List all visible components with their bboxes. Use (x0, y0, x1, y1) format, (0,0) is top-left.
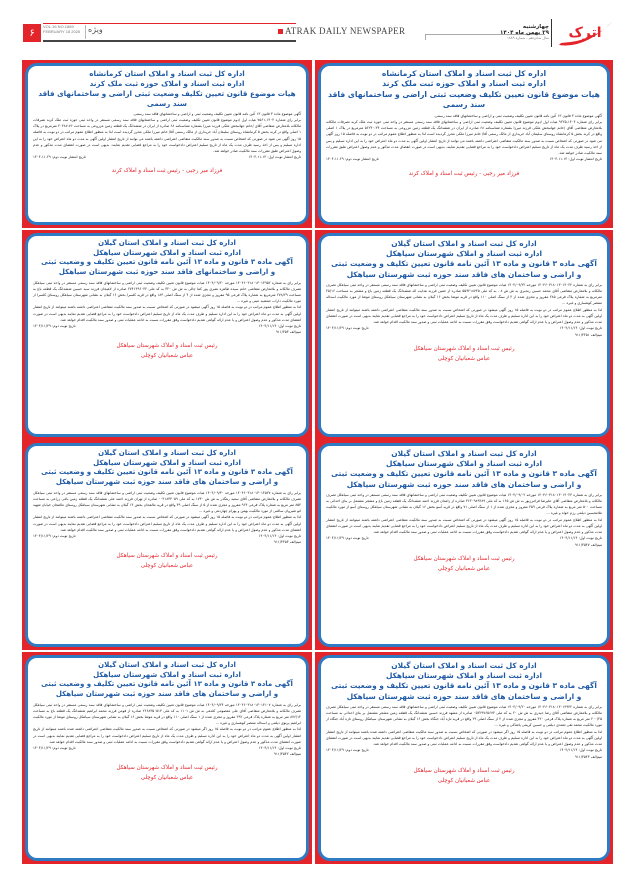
notice-paragraph: برابر رای به شماره ۱۴۰۴۶۰۳۱۸۰۱۳۰۱۴۵۲۷ مورخه ۱۴۰۴/۰۹/۳۰ هیات موضوع قانون تعیین تکلیف وضعیت ثبتی اراضی و ساختمانهای فاقد سند رسمی مستقر در واحد ثبتی سیاهکل تصرف مالکانه و بلامعارض متقاضی آقای سعید رهگذر به ش ش ۱۷۳۰ به کد ملی ۰۰۴۱۸۳۴۰۵۹ صادره از تهران فرزند احمد علی ششدانگ یک قطعه زمین باغی زراعی به مساحت ۸۵۴ متر مربع به شماره پلاک فرعی ۹۶۴ مفروز و مجزی شده از ۵ از سنگ اصلی ۴۹ واقع در قریه مالفجان بخش ۱۴ گیلان به نشانی شهرستان سیاهکل روستای مالفجان خیابان شهید اتو شیروان سالمی از مورد مالکیت بهمن و بهرام چهاردهی و غیره ... (33, 490, 301, 514)
notice-paragraph: لذا به منظور اطلاع عموم مراتب در دو نوبت به فاصله ۱۵ روز آگهی میشود در صورتی که اشخاص نسبت به صدور سند مالکیت متقاضی اعتراضی داشته باشند میتوانند از تاریخ انتشار اولین آگهی به مدت دو ماه اعتراض خود را به این اداره تسلیم و ظرف مدت یک ماه از تاریخ تسلیم اعتراض دادخواست خود را به مراجع قضایی تقدیم نمایند بدیهی است در صورت انقضای مدت مذکور و عدم وصول اعتراض و یا عدم ارائه گواهی تقدیم دادخواست وفق مقررات نسبت به ادامه عملیات ثبتی و صدور سند مالکیت اقدام خواهد شد. (326, 307, 603, 325)
notice-title-line: اداره ثبت اسناد و املاک حوزه ثبت ملک کرند (89, 78, 245, 88)
reference-number: م‍ی‍م‌ال‍ف ۹۱۱/۳۵۳ (275, 330, 301, 335)
notice-paragraph: لذا به منظور اطلاع عموم مراتب در دو نوبت به فاصله ۱۵ روز آگهی میشود در صورتی که اشخاص نسبت به صدور سند مالکیت متقاضی اعتراضی داشته باشند میتوانند از تاریخ انتشار اولین آگهی به مدت دو ماه اعتراض خود را به این اداره تسلیم و ظرف مدت یک ماه از تاریخ تسلیم اعتراض دادخواست خود را به مراجع قضایی تقدیم نمایند بدیهی است در صورت انقضای مدت مذکور و عدم وصول اعتراض و یا عدم ارائه گواهی تقدیم دادخواست وفق مقررات نسبت به ادامه عملیات ثبتی و صدور سند مالکیت اقدام خواهد شد. (33, 305, 301, 322)
notice-title-line: آگهی ماده ۳ قانون و ماده ۱۳ آئین نامه قانون تعیین تکلیف و وضعیت ثبتی (41, 468, 293, 477)
notice-title (33, 449, 301, 488)
notice-title-line: و اراضی و ساختمان های فاقد سند حوزه ثبت شهرستان سیاهکل (55, 689, 279, 698)
notice-title (326, 449, 602, 490)
notice-paragraph: لذا به منظور اطلاع عموم مراتب در دو نوبت به فاصله ۱۵ روز اگر میشود در صورتی که اشخاص نسبت به صدور سند مالکیت متقاضی اعتراضی داشته شده باشند میتوانند از تاریخ انتشار اولین آگهی به مدت دو ماه اعتراض خود را به این اداره تسلیم و ظرف مدت یک ماه از تاریخ تسلیم اعتراض دادخواست خود را به مراجع قضایی تقدیم نمایند بدیهی است در صورت انقضای مدت مذکور و عدم وصول اعتراض و یا عدم ارائه گواهی تقدیم دادخواست وفق مقررات نسبت به ادامه عملیات ثبتی و صدور سند مالکیت اقدام خواهد شد. (326, 729, 603, 747)
notice-title-line: اداره کل ثبت اسناد و املاک استان گیلان (391, 239, 537, 248)
first-publication-date: تاریخ نوبت اول: ۱۴۰۴/۱۱/۱۴ (258, 534, 301, 539)
legal-notice (22, 440, 312, 650)
notice-title (326, 69, 602, 111)
notice-body (326, 282, 602, 325)
legal-notice (22, 60, 312, 228)
paper-name-text: ATRAK DAILY NEWSPAPER (285, 26, 406, 36)
first-publication-date: تاریخ نوبت اول: ۱۴۰۴/۱۱/۱۴ (559, 326, 602, 331)
notice-title-line: و اراضی و ساختمانهای فاقد سند حوزه ثبت شهرستان سیاهکل (58, 267, 276, 276)
signature-block (33, 763, 301, 783)
notice-frame (25, 655, 309, 861)
notice-title-line: اداره کل ثبت اسناد و املاک استان گیلان (98, 449, 236, 457)
signature-block (326, 554, 602, 574)
legal-notice (315, 60, 613, 228)
legal-notice (315, 440, 613, 650)
second-publication-date: تاریخ نوبت دوم: ۱۴۰۴/۱۱/۲۹ (326, 536, 369, 541)
square-bullet-icon (278, 29, 283, 34)
signature-block (33, 166, 301, 176)
notice-frame (318, 233, 610, 437)
notice-title-line: اداره کل ثبت اسناد و املاک استان گیلان (391, 661, 537, 670)
notice-title-line: اداره کل ثبت اسناد و املاک استان گیلان (98, 239, 236, 247)
signature-line: رئیس ثبت اسناد و املاک شهرستان سیاهکل (116, 765, 218, 772)
notice-title-line: اداره ثبت اسناد و املاک شهرستان سیاهکل (93, 248, 241, 257)
notice-title (326, 661, 602, 702)
notice-title-line: اداره کل ثبت اسناد و املاک استان گیلان (391, 449, 537, 458)
signature-block (326, 169, 602, 179)
notice-paragraph: لذا به منظور اطلاع عموم مراتب در دو نوبت به فاصله ۱۵ روز اگر میشود در صورتی که اشخاص نسبت به صدور سند مالکیت متقاضی اعتراضی داشته شده باشند میتوانند از تاریخ انتشار اولین آگهی به مدت دو ماه اعتراض خود را به این اداره تسلیم و ظرف مدت یک ماه از تاریخ تسلیم اعتراض دادخواست خود را به مراجع قضایی تقدیم نمایند بدیهی است در صورت انقضای مدت مذکور و عدم وصول اعتراض و یا عدم ارائه گواهی تقدیم دادخواست وفق مقررات نسبت به ادامه عملیات ثبتی و صدور سند مالکیت اقدام خواهد شد. (33, 727, 301, 744)
notice-title (326, 239, 602, 280)
notice-title (33, 239, 301, 278)
signature-block (326, 344, 602, 364)
header-rule-bottom (43, 40, 296, 42)
notice-title-line: و اراضی و ساختمان های فاقد سند حوزه ثبت شهرستان سیاهکل (346, 691, 582, 701)
second-publication-date: تاریخ نوبت دوم: ۱۴۰۴/۱۱/۲۹ (326, 326, 369, 331)
signature-line: عباس شعبانیان کوچلی (437, 355, 491, 362)
notice-title-line: آگهی ماده ۳ قانون و ماده ۱۳ آئین نامه قانون تعیین تکلیف و وضعیت ثبتی (41, 680, 293, 689)
first-publication-date: تاریخ انتشار نوبت اول: ۱۴۰۴.۱۱.۱۴ (549, 157, 602, 162)
first-publication-date: تاریخ انتشار نوبت اول: ۱۴۰۴.۱۱.۱۴ (248, 155, 301, 160)
notice-title-line: اداره ثبت اسناد و املاک شهرستان سیاهکل (386, 459, 542, 469)
notice-paragraph: آگهی موضوع ماده ۳ قانون ۱۳ آئین نامه قانون تعیین تکلیف وضعیت ثبتی و اراضی و ساختمانهای فاقد سند رسمی. (433, 113, 602, 118)
signature-line: عباس شعبانیان کوچلی (140, 775, 194, 782)
notice-title-line: اداره کل ثبت اسناد و املاک استان گیلان (98, 661, 236, 669)
notice-paragraph: برابر رای به شماره ۱۴۰۴۶۰۳۱۸۰۱۳۰۱۳۹۵۲ مورخه ۱۴۰۴/۰۹/۲۰ هیات موضوع قانون تعیین تکلیف وضعیت ثبتی اراضی و ساختمانهای فاقد سند رسمی مستقر در واحد ثبتی سیاهکل تصرف مالکانه و بلامعارض متقاضی خانم سیده طاهره نصری پور کما چالی به ش ش ۳۲۰ به کد ملی ۲۷۴۱۴۹۶۰۴۲ صادره از لاهیجان فرزند سید حسین ششدانگ یک قطعه باغ به مساحت ۲۷۸/۲۹ مترمربع به شماره پلاک فرعی ۹۵ مفروز و مجزی شده از ۴ از سنگ اصلی ۱۸۳ واقع در قریه کلسرا بخش ۱۶ گیلان به نشانی شهرستان سیاهکل روستای کلسرا از مورد مالکیت داراب جمشید عینی و غیره ... (33, 280, 301, 304)
masthead (0, 0, 620, 58)
notice-frame (25, 233, 309, 437)
second-publication-date: تاریخ انتشار نوبت دوم: ۱۴۰۴.۱۱.۲۹ (33, 155, 86, 160)
date-rule-tick (425, 34, 426, 40)
signature-line: رئیس ثبت اسناد و املاک شهرستان سیاهکل (116, 343, 218, 350)
notice-title-line: اداره کل ثبت اسناد و املاک استان کرمانشاه (381, 69, 547, 78)
first-publication-date: تاریخ نوبت اول: ۱۴۰۴/۱۱/۱۴ (559, 536, 602, 541)
signature-line: عباس شعبانیان کوچلی (140, 353, 194, 360)
divider (85, 25, 86, 39)
signature-line: رئیس ثبت اسناد و املاک شهرستان سیاهکل (413, 555, 515, 562)
notice-title (33, 661, 301, 700)
notice-title-line: اداره ثبت اسناد و املاک شهرستان سیاهکل (386, 249, 542, 259)
notice-title-line: اداره کل ثبت اسناد و املاک استان کرمانشاه (89, 69, 245, 78)
second-publication-date: تاریخ انتشار نوبت دوم: ۱۴۰۴.۱۱.۲۹ (326, 157, 379, 162)
signature-block (326, 766, 602, 786)
signature-block (33, 551, 301, 571)
notice-title-line: و اراضی و ساختمان های فاقد سند حوزه ثبت شهرستان سیاهکل (346, 269, 582, 279)
notice-frame (318, 655, 610, 861)
notice-title-line: آگهی ماده ۳ قانون و ماده ۱۳ آئین نامه قانون تعیین تکلیف و وضعیت ثبتی (331, 469, 597, 479)
notice-paragraph: لذا به منظور اطلاع عموم مراتب در دو نوبت به فاصله ۱۵ روز آگهی میشود در صورتی که اشخاص نسبت به صدور سند مالکیت متقاضی اعتراضی داشته باشند میتوانند از تاریخ انتشار اولین آگهی به مدت دو ماه اعتراض خود را به این اداره تسلیم و ظرف مدت یک ماه از تاریخ تسلیم اعتراض دادخواست خود را به مراجع قضایی تقدیم نمایند بدیهی است در صورت انقضای مدت مذکور و عدم وصول اعتراض و یا عدم ارائه گواهی تقدیم دادخواست وفق مقررات نسبت به ادامه عملیات ثبتی و صدور سند مالکیت اقدام خواهد شد. (326, 517, 603, 535)
page-number: ۶ (23, 24, 41, 42)
persian-date-block (500, 24, 549, 40)
notice-title-line: آگهی ماده ۳ قانون و ماده ۱۳ آئین نامه قانون تعیین تکلیف و وضعیت ثبتی (331, 681, 597, 691)
legal-notice (315, 230, 613, 440)
signature-line: رئیس ثبت اسناد و املاک شهرستان سیاهکل (116, 553, 218, 560)
notice-title (33, 69, 301, 109)
notice-paragraph: برابر رای شماره ۱۴۰۴-۹۲۲۵ هیات اول /دوم موضوع قانون تعیین تکلیف وضعیت ثبتی اراضی و ساختمانهای فاقد سند رسمی مستقر در واحد ثبتی حوزه ثبت ملک کرند تصرفات مالکانه بلامعارض متقاضی آقای /خانم جهانبخش ملکی فرزند میرزا بشماره شناسنامه ۶۸ صادره از ایران در ششدانگ یک قطعه زمین مزروعی به مساحت ۵۶۲۴۰.۳۴ مترمربع در پلاک ۱ اصلی واقع در کرند بخش ۵ کرمانشاه روستای سلیمان آباد خریداری از مالک رسمی آقا/ خانم میرزا ملکی محرز گردیده است لذا به منظور اطلاع عموم مراتب در دو نوبت به فاصله ۱۵ روز آگهی می شود در صورتی که اشخاص نسبت به صدور سند مالکیت متقاضی اعتراضی داشته باشند می توانند از تاریخ انتشار اولین آگهی به مدت دو ماه اعتراض خود را به این اداره تسلیم و پس از اخذ رسید ظرف مدت یک ماه از تاریخ تسلیم اعتراض دادخواست خود را به مراجع قضایی تقدیم نمایند. بدیهی است در صورت انقضای مدت مذکور و عدم وصول اعتراض طبق مقررات سند مالکیت صادر خواهد شد. (326, 120, 602, 156)
first-publication-date: تاریخ نوبت اول: ۱۴۰۴/۱۱/۱۴ (258, 746, 301, 751)
notice-title-line: هیات موضوع قانون تعیین تکلیف وضعیت ثبتی اراضی و ساختمانهای فاقد سند رسمی (38, 88, 296, 108)
notice-paragraph: برابر رای به شماره ۱۴۰۴۶۰۳۱۸۰۱۳۰۱۴۰۲۳ مورخه ۱۴۰۴/۰۹/۰۲ هیات موضوع قانون تعیین تکلیف وضعیت ثبتی اراضی و ساختمانهای فاقد سند رسمی مستقر در واحد ثبتی سیاهکل تصرف مالکانه و بلامعارض متقاضی آقای علیرضا فرامرزپور به ش ش ۱۶۵ به کد ملی ۳۶۲۰۹۸۹۳۸۹ صادره از زاهدان فرزند احمد ششدانگ یک قطعه زمین باغ و مشجر مشتمل بر بنای احداثی به مساحت ۵۰۰ متر مربع به شماره پلاک فرعی ۲۵۹ مفروز و مجزی شده از ۱ از سنگ اصلی ۷۱ واقع در قریه آسو بخش ۱۶ گیلان به نشانی شهرستان سیاهکل روستای آسو از مورد مالکیت غلامحسین دیلمی رزم خواه و غیره ... (326, 492, 603, 516)
weekday: چهارشنبه (522, 24, 549, 30)
reference-number: م‍ی‍م‌ال‍ف ۹۱۱/۳۵۴۳ (574, 754, 602, 759)
second-publication-date: تاریخ نوبت دوم: ۱۴۰۴/۱۱/۲۹ (33, 746, 76, 751)
legal-notice (22, 652, 312, 864)
signature-line: عباس شعبانیان کوچلی (437, 777, 491, 784)
notice-frame (318, 443, 610, 647)
notice-body (33, 280, 301, 323)
signature-line: عباس شعبانیان کوچلی (437, 565, 491, 572)
signature-line: فرزاد میر رجبی - رئیس ثبت اسناد و املاک کرند (111, 168, 223, 175)
notice-body (326, 492, 602, 535)
notice-paragraph: آگهی موضوع ماده ۳ قانون ۱۳ آئین نامه قانون تعیین تکلیف وضعیت ثبتی و اراضی و ساختمانهای فاقد سند رسمی. (132, 111, 301, 116)
issue-meta: سال شانزدهم - شماره ۱۸۸۹ (506, 36, 549, 40)
notice-body (326, 113, 602, 156)
reference-number: م‍ی‍م‌ال‍ف ۹۱۱/۳۴۵۱ (574, 332, 602, 337)
notice-title-line: آگهی ماده ۳ قانون و ماده ۱۳ آئین نامه قانون تعیین تکلیف و وضعیت ثبتی (41, 258, 293, 267)
notice-paragraph: لذا به منظور اطلاع عموم مراتب در دو نوبت به فاصله ۱۵ روز آگهی میشود در صورتی که اشخاص نسبت به صدور سند مالکیت متقاضی اعتراضی داشته باشند میتوانند از تاریخ انتشار اولین آگهی به مدت دو ماه اعتراض خود را به این اداره تسلیم و ظرف مدت یک ماه از تاریخ تسلیم اعتراض دادخواست خود را به مراجع قضایی تقدیم نمایند بدیهی است در صورت انقضای مدت مذکور و عدم وصول اعتراض و یا عدم ارائه گواهی تقدیم دادخواست وفق مقررات نسبت به ادامه عملیات ثبتی و صدور سند مالکیت اقدام خواهد شد. (33, 515, 301, 532)
notice-title-line: اداره ثبت اسناد و املاک شهرستان سیاهکل (386, 671, 542, 681)
notice-frame (25, 63, 309, 225)
notice-title-line: و اراضی و ساختمان های فاقد سند حوزه ثبت شهرستان سیاهکل (55, 477, 279, 486)
signature-line: فرزاد میر رجبی - رئیس ثبت اسناد و املاک کرند (408, 170, 520, 177)
notice-body (33, 490, 301, 533)
notice-title-line: اداره ثبت اسناد و املاک حوزه ثبت ملک کرند (382, 79, 546, 89)
first-publication-date: تاریخ نوبت اول: ۱۴۰۴/۱۱/۱۴ (559, 748, 602, 753)
header-rule-top (43, 23, 296, 24)
section-label: ویژه (88, 25, 103, 34)
notice-body (33, 111, 301, 154)
signature-line: عباس شعبانیان کوچلی (140, 563, 194, 570)
paper-name (278, 26, 405, 36)
reference-number: م‍ی‍م‌ال‍ف ۹۱۱/۳۵۴۷ (574, 542, 602, 547)
publication-dates (326, 156, 602, 162)
signature-line: رئیس ثبت اسناد و املاک شهرستان سیاهکل (413, 345, 515, 352)
second-publication-date: تاریخ نوبت دوم: ۱۴۰۴/۱۱/۲۹ (33, 324, 76, 329)
notice-frame (25, 443, 309, 647)
signature-block (33, 341, 301, 361)
notice-paragraph: برابر رای به شماره ۱۴۰۴۶۰۳۱۸۰۱۳۰۱۴۰۲۲ مورخه ۱۴۰۴/۰۹/۲۲ هیات موضوع قانون تعیین تکلیف وضعیت ثبتی اراضی و ساختمانهای فاقد سند رسمی مستقر در واحد ثبتی سیاهکل تصرف مالکانه و بلامعارض متقاضی آقای محمد حسین رنجبری به ش ش ۸ - به کد ملی ۵۵۹۲۱۸۷۴۵ صادره از خمین فرزند هدایت اله ششدانگ یک قطعه زمین باغ و مشجر به مساحت ۴۵/۱۶ مترمربع به شماره پلاک فرعی ۲۸۵ مفروز و مجزی شده از ۴ از سنگ اصلی ۱۱۰ واقع در قریه موشا بخش ۱۶ گیلان به نشانی شهرستان سیاهکل روستای موشا از مورد مالکیت اسداله منتصر کوهساری و غیره ... (326, 282, 603, 306)
notice-title-line: و اراضی و ساختمان های فاقد سند حوزه ثبت شهرستان سیاهکل (346, 479, 582, 489)
notice-title-line: اداره ثبت اسناد و املاک شهرستان سیاهکل (93, 458, 241, 467)
notice-title-line: هیات موضوع قانون تعیین تکلیف وضعیت ثبتی اراضی و ساختمانهای فاقد سند رسمی (328, 89, 600, 110)
notice-title-line: اداره ثبت اسناد و املاک شهرستان سیاهکل (93, 670, 241, 679)
notice-title-line: آگهی ماده ۳ قانون و ماده ۱۳ آئین نامه قانون تعیین تکلیف و وضعیت ثبتی (331, 259, 597, 269)
notice-body (326, 704, 602, 747)
notice-body (33, 702, 301, 745)
english-date: FEBRUARY 18 2026 (43, 29, 81, 34)
signature-line: رئیس ثبت اسناد و املاک شهرستان سیاهکل (413, 767, 515, 774)
legal-notice (22, 230, 312, 440)
publication-dates (33, 154, 301, 160)
volume-number: VOL.16 NO.1889 (43, 24, 74, 29)
notice-paragraph: برابر رای به شماره ۱۴۰۴۶۰۳۱۸۰۱۳۰۱۴۱۰۷ مورخه ۱۴۰۴/۰۹/۲۴ هیات موضوع قانون تعیین تکلیف وضعیت ثبتی اراضی و ساختمانهای فاقد سند رسمی مستقر در واحد ثبتی سیاهکل تصرف مالکانه و بلامعارض متقاضی آقای علی معصومی کلدهی به ش ش ۱۱۰۱ به کد ملی ۲۶۶۸۳۵۰۵۱۴ صادره از فومن فرزند محمد ابراهیم ششدانگ یک قطعه باغ به مساحت ۸۷۶/۱۴ متر مربع به شماره پلاک فرعی ۲۹۲ مفروز و مجزی شده از ۱ سنگ اصلی ۱۱۰ واقع در قریه موشا بخش ۱۶ گیلان به نشانی شهرستان سیاهکل روستای موشا از مورد مالکیت ابراهیم پرتوی دیلمی و اسداله منتصر کوهساری و غیره ... (33, 702, 301, 726)
first-publication-date: تاریخ نوبت اول: ۱۴۰۴/۱۱/۱۴ (258, 324, 301, 329)
persian-date: ۲۹ بهمن ماه ۱۴۰۴ (500, 30, 549, 36)
legal-notice (315, 652, 613, 864)
notice-frame (318, 63, 610, 225)
atrak-logo (555, 15, 615, 51)
reference-number: م‍ی‍م‌ال‍ف ۹۱۱/۳۴۵۳ (273, 540, 301, 545)
volume-info (43, 24, 80, 34)
second-publication-date: تاریخ نوبت دوم: ۱۴۰۴/۱۱/۲۹ (326, 748, 369, 753)
reference-number: م‍ی‍م‌ال‍ف ۹۱۱/۳۵۴۲ (273, 752, 301, 757)
notice-paragraph: برابر رای به شماره ۱۴۰۴۶۰۳۱۸۰۱۳۰۱۳۹۴۲ مورخه ۱۴۰۴/۰۹/۲۰ هیات موضوع قانون تعیین تکلیف وضعیت ثبتی اراضی و ساختمانهای فاقد سند رسمی مستقر در واحد ثبتی سیاهکل تصرف مالکانه و بلامعارض متقاضی آقای رضا حیدری به ش ش ۲۰ به کد ملی ۰۵۲۲۹۷۶۵۶۷۴ صادره از مشهد فرزند حسین ششدانگ یک قطعه زمین مشجر مشتمل بر بنای احداثی به مساحت ۲۰۰/۲۵ متر مربع به شماره پلاک فرعی ۴۲۰ مفروز و مجزی شده از ۲ از سنگ اصلی ۲۹ واقع در قریه تازه آباد جنگاه بخش ۱۶ گیلان به نشانی شهرستان سیاهکل روستای تازه آباد جنگاه از مورد مالکیت محمد تقی تعمدی دیلمی و حسین کریمی پاشاکی و غیره ... (326, 704, 603, 728)
logo-text: اترک (568, 25, 602, 41)
second-publication-date: تاریخ نوبت دوم: ۱۴۰۴/۱۱/۲۹ (33, 534, 76, 539)
logo-divider (551, 19, 552, 47)
notice-paragraph: برابر رای شماره ۱۴۰۴-۷۵۶۱ هیات اول /دوم موضوع قانون تعیین تکلیف وضعیت ثبتی اراضی و ساختمانهای فاقد سند رسمی مستقر در واحد ثبتی حوزه ثبت ملک کرند تصرفات مالکانه بلامعارض متقاضی آقای /خانم جهانبخش ملکی فرزند میرزا بشماره شناسنامه ۶۸ صادره از ایران در ششدانگ یک قطعه زمین مزروعی به مساحت ۲۰۴۸۷.۷۶ مترمربع در پلاک ۱ اصلی واقع در کرند بخش ۵ کرمانشاه روستای سلیمان آباد خریداری از مالک رسمی آقا/ خانم میرزا ملکی محرز گردیده است لذا به منظور اطلاع عموم مراتب در دو نوبت به فاصله ۱۵ روز آگهی می شود در صورتی که اشخاص نسبت به صدور سند مالکیت متقاضی اعتراضی داشته باشند می توانند از تاریخ انتشار اولین آگهی به مدت دو ماه اعتراض خود را به این اداره تسلیم و پس از اخذ رسید ظرف مدت یک ماه از تاریخ تسلیم اعتراض دادخواست خود را به مراجع قضایی تقدیم نمایند. بدیهی است در صورت انقضای مدت مذکور و عدم وصول اعتراض طبق مقررات سند مالکیت صادر خواهد شد. (33, 117, 301, 153)
